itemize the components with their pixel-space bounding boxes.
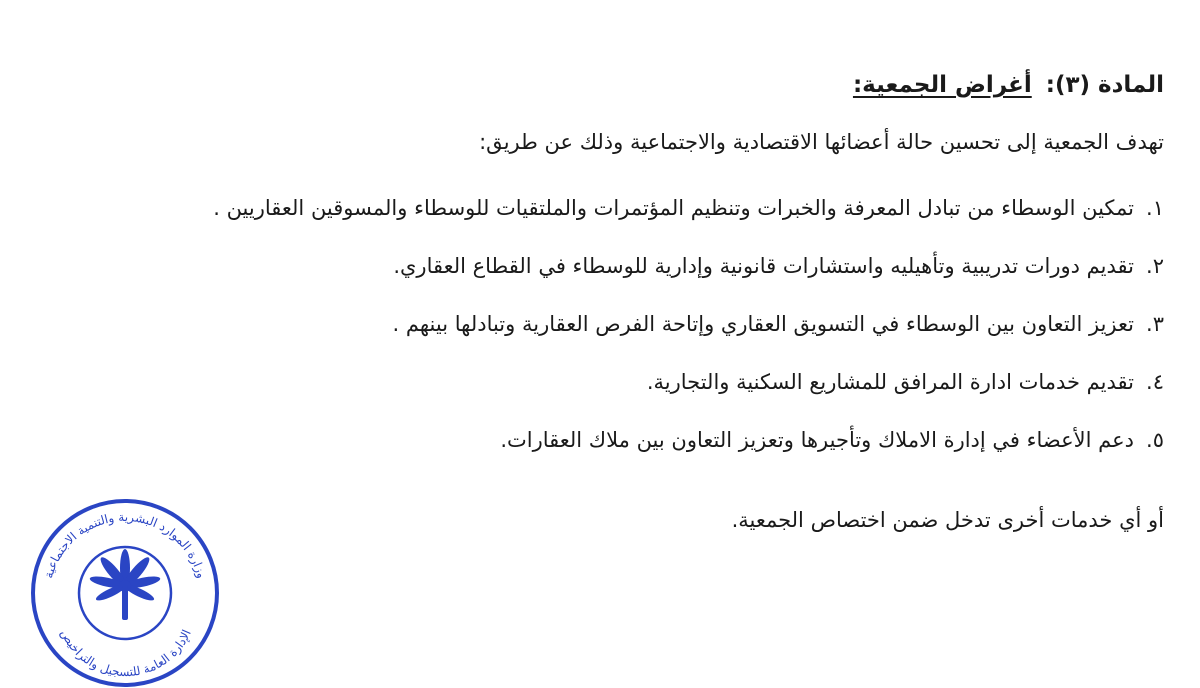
item-text: تقديم دورات تدريبية وتأهيليه واستشارات قانونية وإدارية للوسطاء في القطاع العقاري. — [393, 254, 1134, 278]
palm-emblem-icon — [89, 549, 161, 620]
seal-text-bottom: الإدارة العامة للتسجيل والتراخيص — [57, 626, 194, 680]
item-text: تمكين الوسطاء من تبادل المعرفة والخبرات وتنظيم المؤتمرات والملتقيات للوسطاء والمسوقين العقاريين . — [213, 196, 1134, 220]
article-heading — [853, 72, 1164, 98]
article-subject: أغراض الجمعية: — [852, 72, 1032, 98]
objectives-list — [44, 196, 1164, 486]
intro-paragraph: تهدف الجمعية إلى تحسين حالة أعضائها الاقتصادية والاجتماعية وذلك عن طريق: — [479, 130, 1164, 154]
article-number: المادة (٣): — [1045, 72, 1164, 98]
item-number: ٥. — [1146, 428, 1164, 452]
list-item — [44, 370, 1164, 428]
item-number: ٣. — [1146, 312, 1164, 336]
official-seal — [20, 488, 230, 688]
closing-paragraph: أو أي خدمات أخرى تدخل ضمن اختصاص الجمعية. — [731, 508, 1164, 532]
item-text: دعم الأعضاء في إدارة الاملاك وتأجيرها وتعزيز التعاون بين ملاك العقارات. — [500, 428, 1134, 452]
item-number: ٢. — [1146, 254, 1164, 278]
item-number: ١. — [1146, 196, 1164, 220]
item-text: تعزيز التعاون بين الوسطاء في التسويق العقاري وإتاحة الفرص العقارية وتبادلها بينهم . — [392, 312, 1134, 336]
seal-text-top: وزارة الموارد البشرية والتنمية الاجتماعية — [41, 509, 209, 580]
list-item — [44, 254, 1164, 312]
list-item — [44, 428, 1164, 486]
list-item — [44, 196, 1164, 254]
item-number: ٤. — [1146, 370, 1164, 394]
item-text: تقديم خدمات ادارة المرافق للمشاريع السكنية والتجارية. — [646, 370, 1134, 394]
list-item — [44, 312, 1164, 370]
